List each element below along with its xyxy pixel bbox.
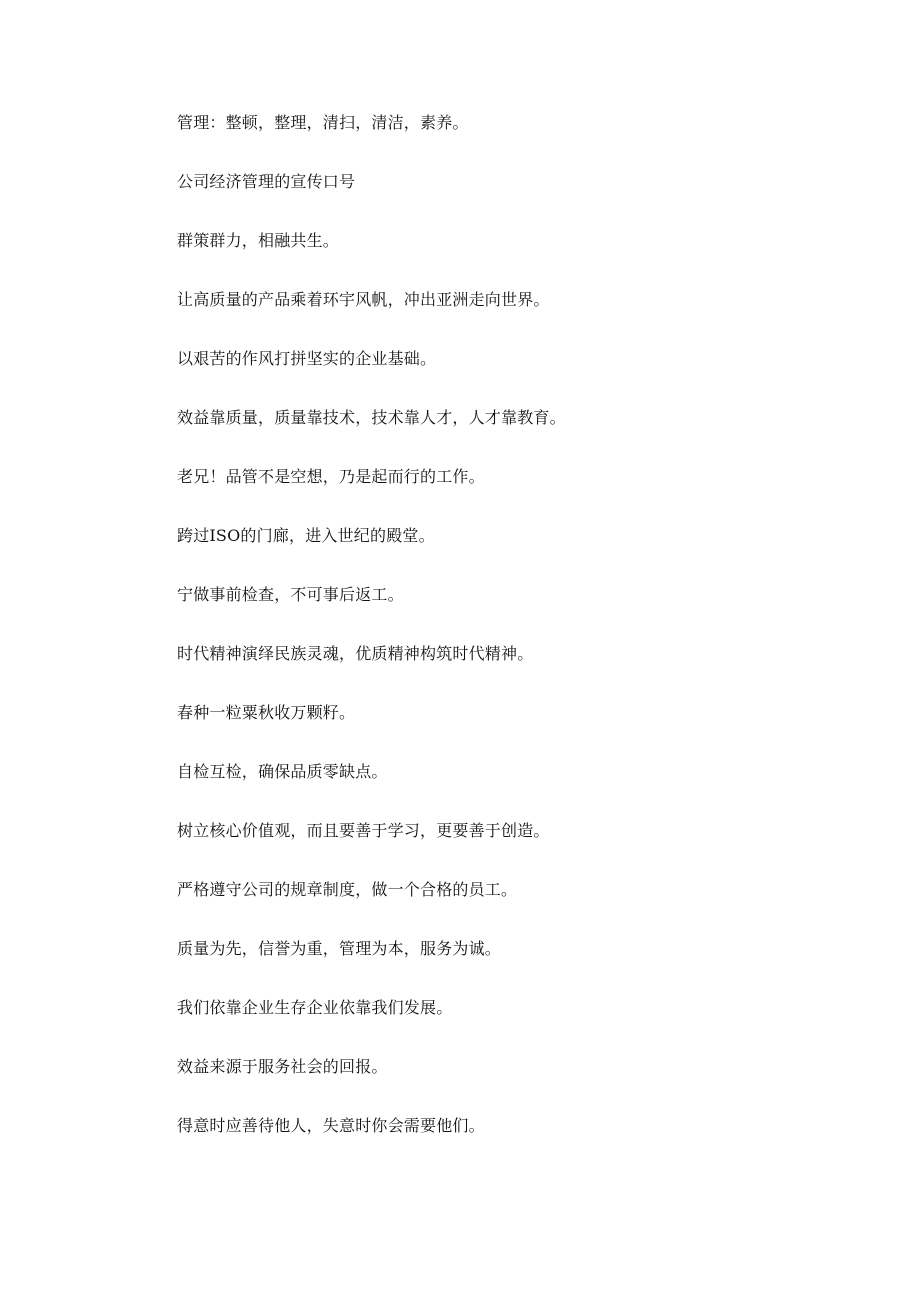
- slogan-line: 树立核心价值观，而且要善于学习，更要善于创造。: [177, 821, 550, 840]
- slogan-line: 严格遵守公司的规章制度，做一个合格的员工。: [177, 880, 518, 899]
- slogan-line: 效益靠质量，质量靠技术，技术靠人才，人才靠教育。: [177, 408, 566, 427]
- slogan-line: 得意时应善待他人，失意时你会需要他们。: [177, 1116, 485, 1135]
- slogan-list: [177, 111, 857, 1173]
- slogan-line: 时代精神演绎民族灵魂，优质精神构筑时代精神。: [177, 644, 534, 663]
- slogan-line: 群策群力，相融共生。: [177, 231, 340, 250]
- slogan-line: 质量为先，信誉为重，管理为本，服务为诚。: [177, 939, 502, 958]
- slogan-line: 跨过ISO的门廊，进入世纪的殿堂。: [177, 526, 435, 545]
- slogan-line: 让高质量的产品乘着环宇风帆，冲出亚洲走向世界。: [177, 290, 550, 309]
- slogan-line: 自检互检，确保品质零缺点。: [177, 762, 388, 781]
- slogan-line: 宁做事前检查，不可事后返工。: [177, 585, 404, 604]
- text-line-1: 管理：整顿，整理，清扫，清洁，素养。: [177, 113, 469, 132]
- slogan-line: 我们依靠企业生存企业依靠我们发展。: [177, 998, 453, 1017]
- section-heading: 公司经济管理的宣传口号: [177, 172, 356, 191]
- slogan-line: 春种一粒粟秋收万颗籽。: [177, 703, 356, 722]
- slogan-line: 老兄！品管不是空想，乃是起而行的工作。: [177, 467, 485, 486]
- slogan-line: 以艰苦的作风打拼坚实的企业基础。: [177, 349, 437, 368]
- slogan-line: 效益来源于服务社会的回报。: [177, 1057, 388, 1076]
